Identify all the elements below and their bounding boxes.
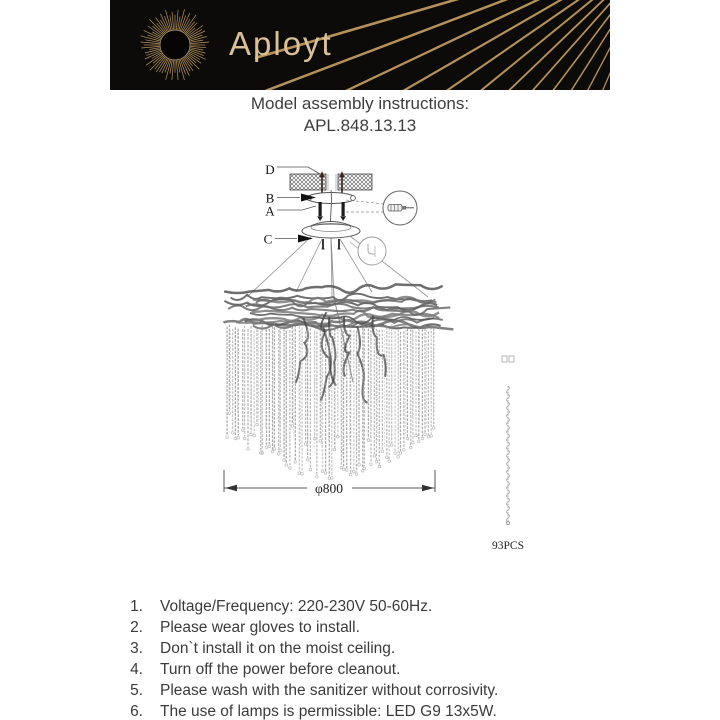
instruction-text: Please wear gloves to install. (160, 619, 360, 636)
instruction-text: Please wash with the sanitizer without corrosivity. (160, 682, 499, 699)
dimension-label: φ800 (314, 481, 344, 496)
instruction-number: 5. (130, 682, 143, 699)
instruction-item (113, 701, 643, 720)
instructions-list (113, 596, 643, 720)
instruction-number: 3. (130, 640, 143, 657)
brand-logo-text: Aployt (229, 25, 333, 62)
label-a: A (265, 203, 275, 219)
instruction-number: 1. (130, 598, 143, 615)
instruction-item (113, 596, 643, 617)
instruction-text: The use of lamps is permissible: LED G9 13x5W. (160, 703, 497, 720)
instruction-text: Don`t install it on the moist ceiling. (160, 640, 396, 657)
hook-detail (350, 237, 386, 265)
chandelier-strands (226, 323, 435, 480)
instruction-item (113, 638, 643, 659)
strand-sample (506, 386, 509, 525)
dimension-line (224, 470, 435, 496)
instruction-item (113, 680, 643, 701)
label-d: D (265, 162, 275, 177)
label-b: B (265, 190, 275, 206)
label-c: C (263, 231, 273, 247)
instruction-number: 6. (130, 703, 143, 720)
model-number: APL.848.13.13 (303, 115, 417, 135)
strand-count-label: 93PCS (492, 540, 524, 552)
connector-detail (346, 191, 417, 225)
part-squares-icon (502, 356, 514, 362)
ceiling-hatch (290, 173, 372, 191)
instruction-number: 4. (130, 661, 143, 678)
instruction-item (113, 659, 643, 680)
instruction-text: Voltage/Frequency: 220-230V 50-60Hz. (160, 598, 433, 615)
instruction-item (113, 617, 643, 638)
page-title: Model assembly instructions: (250, 94, 470, 113)
instruction-number: 2. (130, 619, 143, 636)
instruction-text: Turn off the power before cleanout. (160, 661, 401, 678)
